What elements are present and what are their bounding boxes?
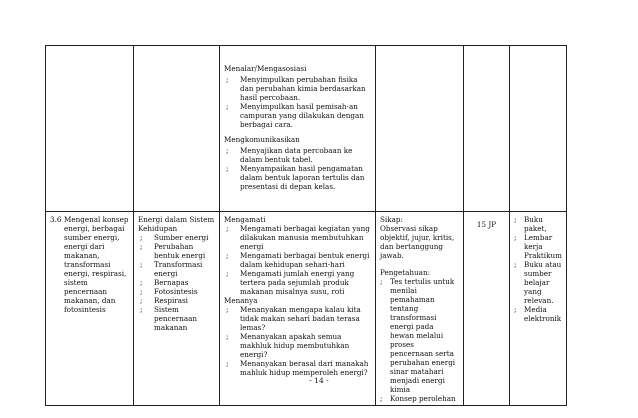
table-row xyxy=(46,46,567,212)
empty-cell xyxy=(134,46,220,212)
time-allocation: 15 JP xyxy=(476,220,497,229)
empty-cell xyxy=(510,46,567,212)
material-heading: Energi dalam Sistem Kehidupan xyxy=(138,215,215,233)
section-heading-observe: Mengamati xyxy=(224,215,266,224)
list-item: ; Bernapas xyxy=(138,278,215,287)
list-item: ; Mengamati jumlah energi yang tertera pada sejumlah produk makanan misalnya susu, roti xyxy=(224,269,371,296)
list-item: ; Menyampaikan hasil pengamatan dalam bentuk laporan tertulis dan presentasi di depan kelas. xyxy=(224,164,371,191)
list-item: ; Fotosintesis xyxy=(138,287,215,296)
list-item: ; Mengamati berbagai bentuk energi dalam kehidupan sehari-hari xyxy=(224,251,371,269)
list-item: ; Menanyakan apakah semua makhluk hidup membutuhkan energi? xyxy=(224,332,371,359)
list-item: ; Konsep perolehan xyxy=(380,394,459,403)
list-item: ; Buku atau sumber belajar yang relevan. xyxy=(514,260,562,305)
empty-cell xyxy=(46,46,134,212)
knowledge-heading: Pengetahuan: xyxy=(380,268,431,277)
list-item: ; Sumber energi xyxy=(138,233,215,242)
section-heading-communicating: Mengkomunikasikan xyxy=(224,135,300,144)
list-item: ; Buku paket, xyxy=(514,215,562,233)
list-item: ; Menyajikan data percobaan ke dalam bentuk tabel. xyxy=(224,146,371,164)
list-item: ; Perubahan bentuk energi xyxy=(138,242,215,260)
list-item: ; Tes tertulis untuk menilai pemahaman tentang transformasi energi pada hewan melalui proses pencernaan serta perubahan energi sinar matahari menjadi energi kimia xyxy=(380,277,459,394)
attitude-text: Observasi sikap objektif, jujur, kritis, dan bertanggung jawab. xyxy=(380,224,455,260)
list-item: ; Lembar kerja Praktikum xyxy=(514,233,562,260)
section-heading-ask: Menanya xyxy=(224,296,258,305)
list-item: ; Menanyakan berasal dari manakah mahluk hidup memperoleh energi? xyxy=(224,359,371,377)
list-item: ; Menyimpulkan perubahan fisika dan perubahan kimia berdasarkan hasil percobaan. xyxy=(224,75,371,102)
page-number: - 14 - xyxy=(309,376,329,385)
learning-activities-cell xyxy=(220,46,376,212)
list-item: ; Sistem pencernaan makanan xyxy=(138,305,215,332)
list-item: ; Respirasi xyxy=(138,296,215,305)
competency-number: 3.6 xyxy=(50,215,62,224)
section-heading-reasoning: Menalar/Mengasosiasi xyxy=(224,64,307,73)
competency-text: Mengenal konsep energi, berbagai sumber energi, energi dari makanan, transformasi energi, respirasi, sistem pencernaan makanan, dan fotosintesis xyxy=(64,215,129,314)
attitude-heading: Sikap: xyxy=(380,215,403,224)
curriculum-table xyxy=(45,45,567,406)
empty-cell xyxy=(464,46,510,212)
list-item: ; Menyimpulkan hasil pemisah-an campuran yang dilakukan dengan berbagai cara. xyxy=(224,102,371,129)
list-item: ; Menanyakan mengapa kalau kita tidak makan sehari badan terasa lemas? xyxy=(224,305,371,332)
list-item: ; Mengamati berbagai kegiatan yang dilakukan manusia membutuhkan energi xyxy=(224,224,371,251)
list-item: ; Transformasi energi xyxy=(138,260,215,278)
empty-cell xyxy=(376,46,464,212)
list-item: ; Media elektronik xyxy=(514,305,562,323)
